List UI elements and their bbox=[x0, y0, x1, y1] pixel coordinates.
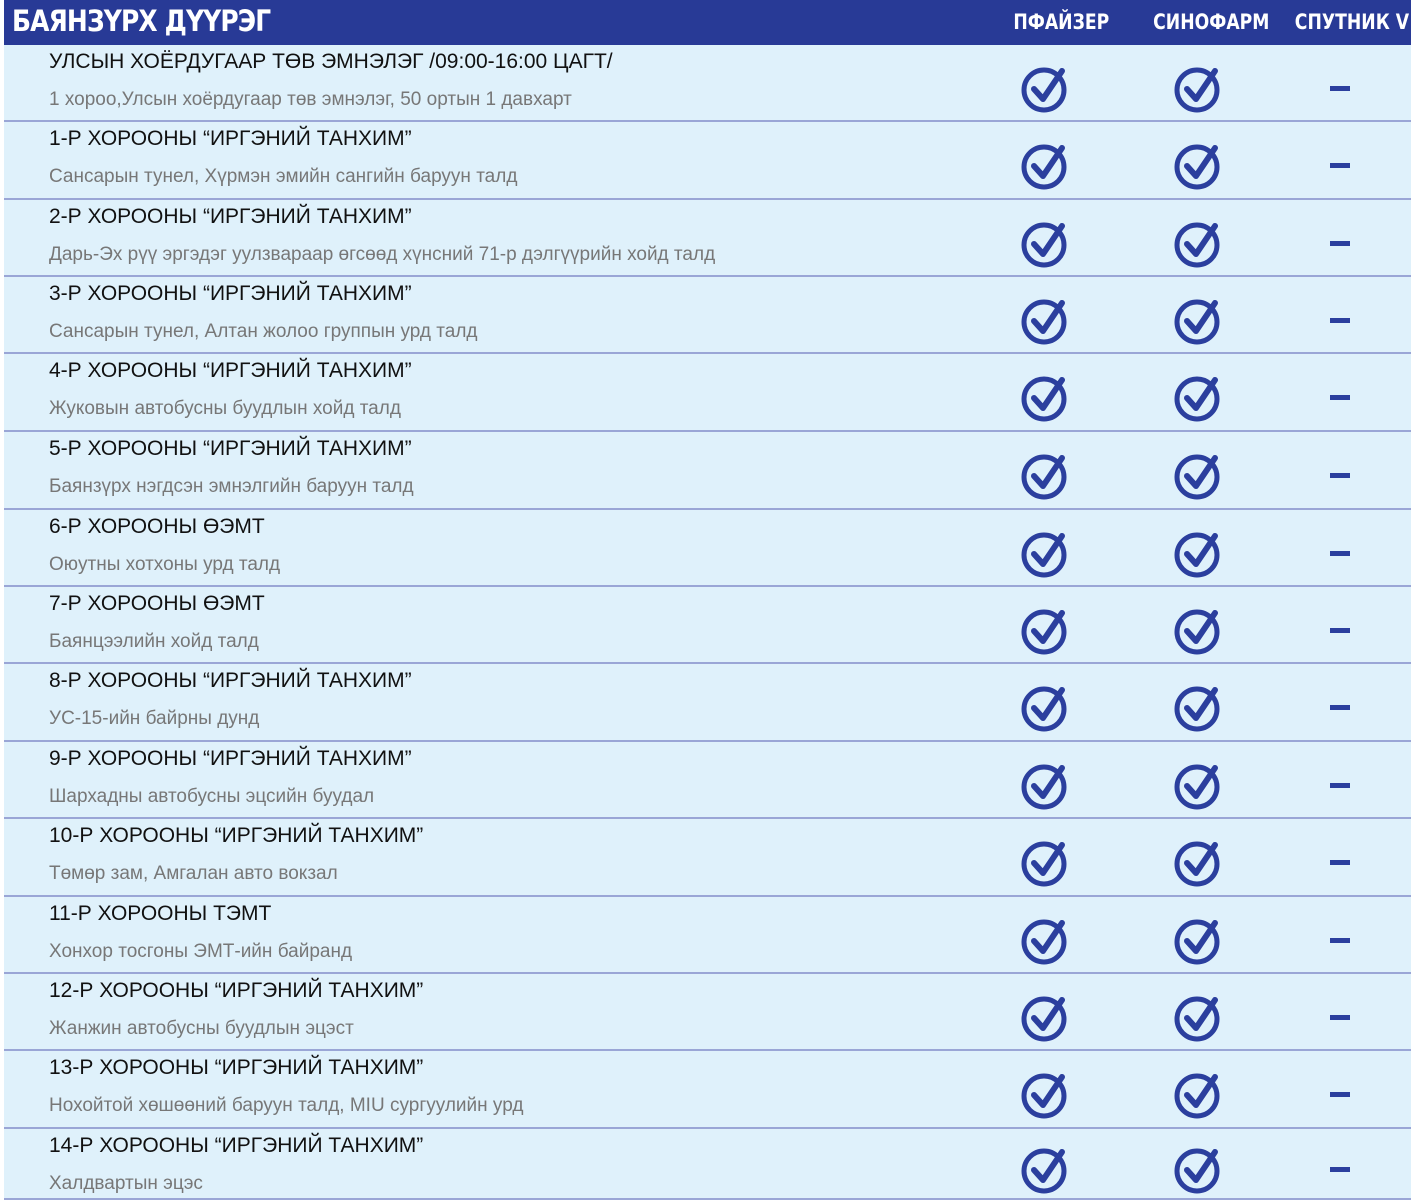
check-circle-icon bbox=[1173, 1144, 1223, 1194]
dash-icon bbox=[1330, 1167, 1350, 1172]
site-name: УЛСЫН ХОЁРДУГААР ТӨВ ЭМНЭЛЭГ /09:00-16:00 ЦАГТ/ bbox=[49, 50, 613, 73]
column-header-pfizer: ПФАЙЗЕР bbox=[1013, 10, 1110, 34]
site-name: 5-Р ХОРООНЫ “ИРГЭНИЙ ТАНХИМ” bbox=[49, 437, 412, 460]
check-circle-icon bbox=[1173, 372, 1223, 422]
site-name: 11-Р ХОРООНЫ ТЭМТ bbox=[49, 902, 272, 925]
site-name: 4-Р ХОРООНЫ “ИРГЭНИЙ ТАНХИМ” bbox=[49, 359, 412, 382]
check-circle-icon bbox=[1020, 682, 1070, 732]
table-row bbox=[4, 897, 1411, 974]
check-circle-icon bbox=[1173, 915, 1223, 965]
site-name: 6-Р ХОРООНЫ ӨЭМТ bbox=[49, 515, 265, 538]
table-row bbox=[4, 432, 1411, 510]
check-circle-icon bbox=[1020, 915, 1070, 965]
table-row bbox=[4, 742, 1411, 819]
dash-icon bbox=[1330, 86, 1350, 91]
check-circle-icon bbox=[1173, 1069, 1223, 1119]
site-address: Нохойтой хөшөөний баруун талд, MIU сургуулийн урд bbox=[49, 1095, 524, 1116]
site-address: Баянзүрх нэгдсэн эмнэлгийн баруун талд bbox=[49, 476, 414, 497]
dash-icon bbox=[1330, 318, 1350, 323]
check-circle-icon bbox=[1173, 605, 1223, 655]
column-header-sputnik: СПУТНИК V bbox=[1294, 10, 1410, 34]
table-row bbox=[4, 122, 1411, 200]
site-address: УС-15-ийн байрны дунд bbox=[49, 708, 260, 729]
check-circle-icon bbox=[1020, 63, 1070, 113]
check-circle-icon bbox=[1173, 837, 1223, 887]
table-row bbox=[4, 277, 1411, 354]
site-name: 13-Р ХОРООНЫ “ИРГЭНИЙ ТАНХИМ” bbox=[49, 1056, 424, 1079]
check-circle-icon bbox=[1173, 682, 1223, 732]
dash-icon bbox=[1330, 241, 1350, 246]
column-header-sinopharm: СИНОФАРМ bbox=[1153, 10, 1270, 34]
site-address: Сансарын тунел, Хүрмэн эмийн сангийн баруун талд bbox=[49, 166, 518, 187]
site-address: Баянцээлийн хойд талд bbox=[49, 631, 259, 652]
check-circle-icon bbox=[1173, 140, 1223, 190]
site-name: 7-Р ХОРООНЫ ӨЭМТ bbox=[49, 592, 265, 615]
check-circle-icon bbox=[1020, 450, 1070, 500]
site-address: Жуковын автобусны буудлын хойд талд bbox=[49, 398, 401, 419]
site-address: Дарь-Эх рүү эргэдэг уулзвараар өгсөөд хүнсний 71-р дэлгүүрийн хойд талд bbox=[49, 244, 716, 265]
site-name: 1-Р ХОРООНЫ “ИРГЭНИЙ ТАНХИМ” bbox=[49, 127, 412, 150]
check-circle-icon bbox=[1020, 992, 1070, 1042]
dash-icon bbox=[1330, 163, 1350, 168]
site-name: 3-Р ХОРООНЫ “ИРГЭНИЙ ТАНХИМ” bbox=[49, 282, 412, 305]
dash-icon bbox=[1330, 628, 1350, 633]
table-row bbox=[4, 587, 1411, 664]
dash-icon bbox=[1330, 938, 1350, 943]
check-circle-icon bbox=[1173, 295, 1223, 345]
table-row bbox=[4, 1051, 1411, 1129]
table-row bbox=[4, 354, 1411, 432]
site-name: 9-Р ХОРООНЫ “ИРГЭНИЙ ТАНХИМ” bbox=[49, 747, 412, 770]
site-address: Шархадны автобусны эцсийн буудал bbox=[49, 786, 375, 807]
table-row bbox=[4, 1129, 1411, 1200]
site-address: Төмөр зам, Амгалан авто вокзал bbox=[49, 863, 338, 884]
site-address: Халдвартын эцэс bbox=[49, 1173, 203, 1194]
dash-icon bbox=[1330, 1015, 1350, 1020]
site-name: 10-Р ХОРООНЫ “ИРГЭНИЙ ТАНХИМ” bbox=[49, 824, 424, 847]
check-circle-icon bbox=[1020, 837, 1070, 887]
table-row bbox=[4, 510, 1411, 587]
dash-icon bbox=[1330, 395, 1350, 400]
site-address: Оюутны хотхоны урд талд bbox=[49, 554, 281, 575]
dash-icon bbox=[1330, 783, 1350, 788]
check-circle-icon bbox=[1020, 295, 1070, 345]
table-row bbox=[4, 45, 1411, 122]
site-name: 14-Р ХОРООНЫ “ИРГЭНИЙ ТАНХИМ” bbox=[49, 1134, 424, 1157]
dash-icon bbox=[1330, 705, 1350, 710]
site-name: 2-Р ХОРООНЫ “ИРГЭНИЙ ТАНХИМ” bbox=[49, 205, 412, 228]
dash-icon bbox=[1330, 473, 1350, 478]
site-name: 12-Р ХОРООНЫ “ИРГЭНИЙ ТАНХИМ” bbox=[49, 979, 424, 1002]
dash-icon bbox=[1330, 860, 1350, 865]
check-circle-icon bbox=[1020, 760, 1070, 810]
dash-icon bbox=[1330, 1092, 1350, 1097]
check-circle-icon bbox=[1020, 528, 1070, 578]
table-row bbox=[4, 200, 1411, 277]
table-row bbox=[4, 974, 1411, 1051]
check-circle-icon bbox=[1020, 1144, 1070, 1194]
check-circle-icon bbox=[1020, 218, 1070, 268]
site-address: Жанжин автобусны буудлын эцэст bbox=[49, 1018, 354, 1039]
check-circle-icon bbox=[1020, 140, 1070, 190]
site-address: 1 хороо,Улсын хоёрдугаар төв эмнэлэг, 50 ортын 1 давхарт bbox=[49, 89, 572, 110]
check-circle-icon bbox=[1020, 605, 1070, 655]
district-header bbox=[4, 0, 1411, 45]
site-address: Хонхор тосгоны ЭМТ-ийн байранд bbox=[49, 941, 353, 962]
check-circle-icon bbox=[1173, 63, 1223, 113]
check-circle-icon bbox=[1020, 1069, 1070, 1119]
check-circle-icon bbox=[1173, 450, 1223, 500]
check-circle-icon bbox=[1020, 372, 1070, 422]
check-circle-icon bbox=[1173, 992, 1223, 1042]
district-title: БАЯНЗҮРХ ДҮҮРЭГ bbox=[12, 4, 271, 38]
check-circle-icon bbox=[1173, 528, 1223, 578]
table-row bbox=[4, 664, 1411, 742]
site-name: 8-Р ХОРООНЫ “ИРГЭНИЙ ТАНХИМ” bbox=[49, 669, 412, 692]
table-row bbox=[4, 819, 1411, 897]
site-address: Сансарын тунел, Алтан жолоо группын урд талд bbox=[49, 321, 478, 342]
dash-icon bbox=[1330, 551, 1350, 556]
check-circle-icon bbox=[1173, 218, 1223, 268]
check-circle-icon bbox=[1173, 760, 1223, 810]
